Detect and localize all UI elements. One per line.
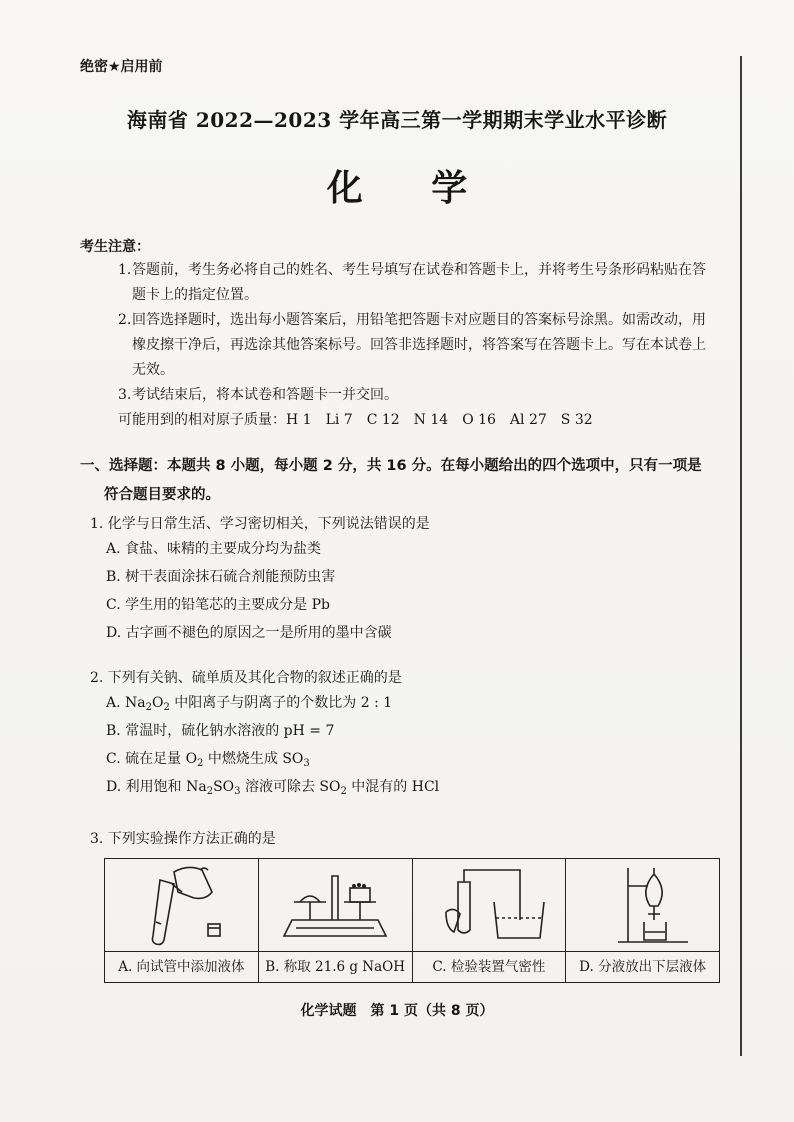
notice-item bbox=[118, 308, 718, 383]
experiment-caption-b: B. 称取 21.6 g NaOH bbox=[259, 951, 412, 982]
option-a: A. $Na_2O_2$ 中阳离子与阴离子的个数比为 2 : 1 bbox=[106, 695, 393, 713]
experiment-table bbox=[104, 858, 720, 983]
experiment-caption-c: C. 检验装置气密性 bbox=[413, 951, 566, 982]
question-stem: 1. 化学与日常生活、学习密切相关，下列说法错误的是 bbox=[90, 516, 430, 532]
section-heading-line2: 符合题目要求的。 bbox=[104, 487, 220, 503]
notice-item bbox=[118, 383, 718, 408]
question-1 bbox=[90, 513, 430, 647]
notice-item-text: 考试结束后，将本试卷和答题卡一并交回。 bbox=[132, 387, 398, 403]
experiment-cell-b bbox=[258, 859, 412, 983]
question-stem: 2. 下列有关钠、硫单质及其化合物的叙述正确的是 bbox=[90, 670, 402, 686]
notice-list bbox=[118, 258, 718, 433]
notice-item-number: 1. bbox=[118, 262, 132, 278]
experiment-cell-a bbox=[105, 859, 259, 983]
question-2 bbox=[90, 667, 439, 801]
option-c: C. 硫在足量 $O_2$ 中燃烧生成 $SO_3$ bbox=[106, 751, 310, 769]
separatory-funnel-illustration bbox=[566, 859, 719, 951]
option-b: B. 树干表面涂抹石硫合剂能预防虫害 bbox=[106, 569, 336, 585]
secret-label: 绝密★启用前 bbox=[80, 59, 163, 75]
section-heading-line1: 一、选择题：本题共 8 小题，每小题 2 分，共 16 分。在每小题给出的四个选项中，只有一项是 bbox=[80, 458, 702, 474]
notice-item bbox=[118, 258, 718, 308]
experiment-caption-a: A. 向试管中添加液体 bbox=[105, 951, 258, 982]
balance-illustration bbox=[259, 859, 412, 951]
option-a: A. 食盐、味精的主要成分均为盐类 bbox=[106, 541, 322, 557]
experiment-caption-d: D. 分液放出下层液体 bbox=[566, 951, 719, 982]
atomic-masses: 可能用到的相对原子质量：H 1 Li 7 C 12 N 14 O 16 Al 27 S 32 bbox=[118, 412, 593, 428]
question-3 bbox=[90, 828, 276, 850]
option-list bbox=[106, 689, 439, 801]
section-heading bbox=[80, 452, 720, 510]
question-stem: 3. 下列实验操作方法正确的是 bbox=[90, 831, 276, 847]
subject-title: 化 学 bbox=[326, 168, 496, 209]
exam-title: 海南省 2022—2023 学年高三第一学期期末学业水平诊断 bbox=[126, 108, 668, 132]
notice-item-number: 2. bbox=[118, 312, 132, 328]
add-liquid-illustration bbox=[105, 859, 258, 951]
experiment-cell-c bbox=[412, 859, 566, 983]
experiment-cell-d bbox=[566, 859, 720, 983]
notice-item-number: 3. bbox=[118, 387, 132, 403]
option-d: D. 古字画不褪色的原因之一是所用的墨中含碳 bbox=[106, 625, 392, 641]
page-footer: 化学试题 第 1 页（共 8 页） bbox=[300, 1003, 494, 1019]
airtightness-illustration bbox=[413, 859, 566, 951]
option-d: D. 利用饱和 $Na_2SO_3$ 溶液可除去 $SO_2$ 中混有的 HCl bbox=[106, 779, 440, 797]
option-c: C. 学生用的铅笔芯的主要成分是 Pb bbox=[106, 597, 330, 613]
notice-heading: 考生注意： bbox=[80, 239, 150, 255]
option-b: B. 常温时，硫化钠水溶液的 pH = 7 bbox=[106, 723, 335, 739]
notice-item-text: 答题前，考生务必将自己的姓名、考生号填写在试卷和答题卡上，并将考生号条形码粘贴在答题卡上的指定位置。 bbox=[132, 262, 706, 303]
notice-item-text: 回答选择题时，选出每小题答案后，用铅笔把答题卡对应题目的答案标号涂黑。如需改动，用橡皮擦干净后，再选涂其他答案标号。回答非选择题时，将答案写在答题卡上。写在本试卷上无效。 bbox=[132, 312, 706, 378]
option-list bbox=[106, 535, 430, 647]
